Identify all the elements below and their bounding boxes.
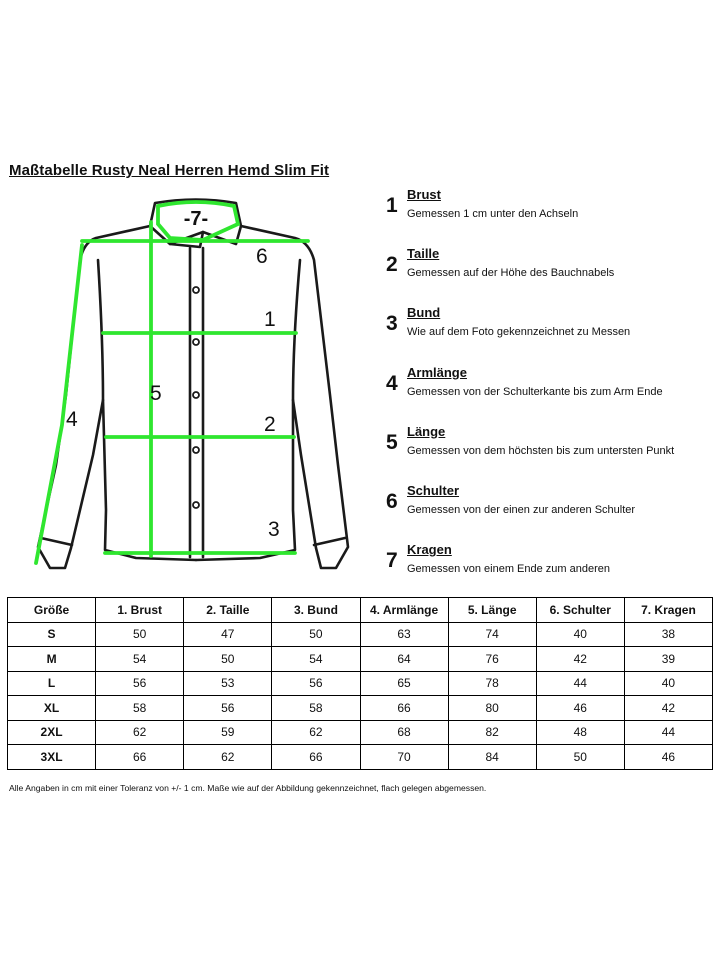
diagram-label-5: 5 <box>150 382 162 405</box>
legend-description: Gemessen auf der Höhe des Bauchnabels <box>407 267 615 280</box>
legend-item-brust <box>384 184 714 243</box>
table-cell: 66 <box>360 696 448 721</box>
table-cell: 80 <box>448 696 536 721</box>
table-cell: 53 <box>184 671 272 696</box>
table-row <box>8 745 713 770</box>
legend-description: Gemessen von einem Ende zum anderen <box>407 563 611 576</box>
legend-item-armlaenge <box>384 362 714 421</box>
legend-description: Gemessen von der einen zur anderen Schulter <box>407 503 636 516</box>
table-cell-size: S <box>8 622 96 647</box>
table-cell-size: L <box>8 671 96 696</box>
table-cell: 50 <box>184 647 272 672</box>
legend-description: Gemessen 1 cm unter den Achseln <box>407 208 579 220</box>
table-row <box>8 720 713 745</box>
legend-name: Taille <box>407 246 440 262</box>
legend-number: 5 <box>386 430 398 454</box>
table-cell: 66 <box>272 745 360 770</box>
table-cell: 70 <box>360 745 448 770</box>
table-cell: 78 <box>448 671 536 696</box>
legend-number: 6 <box>386 489 398 513</box>
legend-number: 7 <box>386 549 398 573</box>
table-cell: 54 <box>272 647 360 672</box>
table-cell: 42 <box>536 647 624 672</box>
col-header-schulter: 6. Schulter <box>536 598 624 623</box>
diagram-label-4: 4 <box>66 408 78 431</box>
table-cell: 50 <box>272 622 360 647</box>
col-header-groesse: Größe <box>8 598 96 623</box>
table-cell: 63 <box>360 622 448 647</box>
table-cell: 50 <box>96 622 184 647</box>
legend-description: Gemessen von der Schulterkante bis zum Arm Ende <box>407 385 663 398</box>
table-cell: 50 <box>536 745 624 770</box>
diagram-label-2: 2 <box>264 413 276 436</box>
col-header-kragen: 7. Kragen <box>624 598 712 623</box>
diagram-label-1: 1 <box>264 308 276 331</box>
table-cell: 66 <box>96 745 184 770</box>
legend-item-bund <box>384 302 714 361</box>
table-cell: 46 <box>536 696 624 721</box>
col-header-laenge: 5. Länge <box>448 598 536 623</box>
table-header-row <box>8 598 713 623</box>
table-cell: 44 <box>624 720 712 745</box>
footnote: Alle Angaben in cm mit einer Toleranz von +/- 1 cm. Maße wie auf der Abbildung gekennzeichnet, flach gelegen abgemessen. <box>9 783 487 793</box>
legend-item-taille <box>384 243 714 302</box>
legend-item-kragen <box>384 539 714 598</box>
legend-item-schulter <box>384 480 714 539</box>
legend-name: Bund <box>407 305 441 321</box>
table-cell: 40 <box>624 671 712 696</box>
table-cell: 39 <box>624 647 712 672</box>
table-cell: 58 <box>96 696 184 721</box>
legend-name: Armlänge <box>407 364 467 380</box>
table-cell: 58 <box>272 696 360 721</box>
table-cell: 46 <box>624 745 712 770</box>
table-cell: 47 <box>184 622 272 647</box>
table-cell: 62 <box>184 745 272 770</box>
legend-number: 3 <box>386 312 398 336</box>
table-cell: 82 <box>448 720 536 745</box>
table-cell: 38 <box>624 622 712 647</box>
legend-name: Brust <box>407 187 441 202</box>
table-cell-size: M <box>8 647 96 672</box>
table-cell: 40 <box>536 622 624 647</box>
legend-description: Wie auf dem Foto gekennzeichnet zu Messen <box>407 326 631 339</box>
diagram-label-7: -7- <box>183 208 209 230</box>
table-cell: 48 <box>536 720 624 745</box>
table-cell: 56 <box>96 671 184 696</box>
shirt-diagram <box>18 190 368 580</box>
measurement-legend <box>384 184 714 598</box>
table-cell-size: 3XL <box>8 745 96 770</box>
table-cell: 54 <box>96 647 184 672</box>
diagram-label-6: 6 <box>256 245 268 268</box>
legend-name: Kragen <box>407 542 452 558</box>
legend-number: 2 <box>386 253 398 277</box>
table-row <box>8 622 713 647</box>
col-header-bund: 3. Bund <box>272 598 360 623</box>
diagram-label-3: 3 <box>268 518 280 541</box>
table-cell: 62 <box>96 720 184 745</box>
table-cell: 56 <box>272 671 360 696</box>
size-table <box>7 597 713 770</box>
col-header-armlaenge: 4. Armlänge <box>360 598 448 623</box>
table-cell: 84 <box>448 745 536 770</box>
page-title: Maßtabelle Rusty Neal Herren Hemd Slim Fit <box>9 162 330 179</box>
table-cell: 76 <box>448 647 536 672</box>
table-cell: 68 <box>360 720 448 745</box>
legend-number: 4 <box>386 371 398 395</box>
legend-name: Länge <box>407 423 446 439</box>
table-row <box>8 671 713 696</box>
table-cell: 74 <box>448 622 536 647</box>
table-cell: 44 <box>536 671 624 696</box>
table-cell: 65 <box>360 671 448 696</box>
table-cell-size: 2XL <box>8 720 96 745</box>
legend-item-laenge <box>384 421 714 480</box>
table-cell: 64 <box>360 647 448 672</box>
table-cell: 56 <box>184 696 272 721</box>
table-cell: 59 <box>184 720 272 745</box>
col-header-brust: 1. Brust <box>96 598 184 623</box>
table-row <box>8 696 713 721</box>
col-header-taille: 2. Taille <box>184 598 272 623</box>
legend-name: Schulter <box>407 482 460 498</box>
table-cell: 62 <box>272 720 360 745</box>
table-cell: 42 <box>624 696 712 721</box>
table-row <box>8 647 713 672</box>
table-cell-size: XL <box>8 696 96 721</box>
measure-armlaenge-line <box>36 245 82 563</box>
legend-number: 1 <box>386 194 398 217</box>
legend-description: Gemessen von dem höchsten bis zum untersten Punkt <box>407 444 675 457</box>
